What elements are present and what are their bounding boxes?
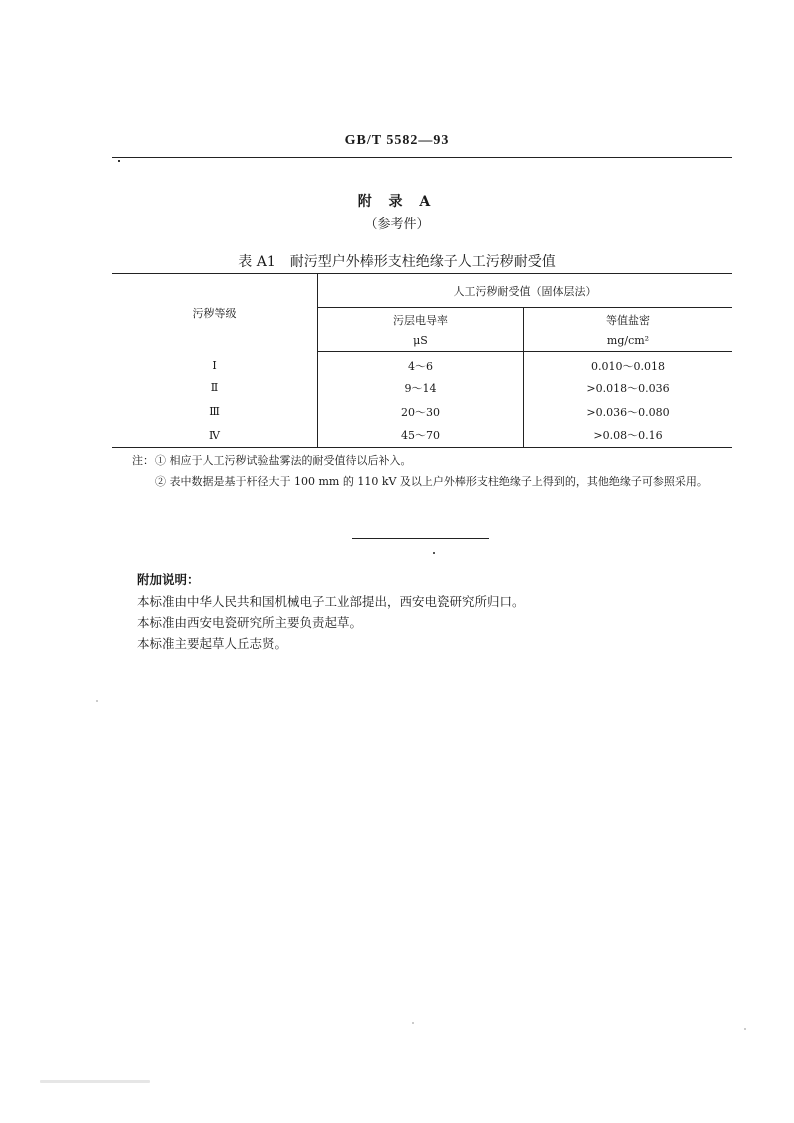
cell-salt: 0.010～0.018: [524, 352, 733, 376]
header-rule: [112, 157, 732, 158]
addendum-line-2: 本标准由西安电瓷研究所主要负责起草。: [137, 615, 363, 630]
cell-conductivity: 45～70: [318, 424, 524, 448]
cell-salt: >0.018～0.036: [524, 376, 733, 400]
header-dot: [118, 160, 120, 162]
table-row: [112, 352, 732, 376]
header-conductivity-label: 污层电导率: [393, 314, 448, 327]
document-code: GB/T 5582—93: [344, 133, 450, 148]
table-caption: 表 A1 耐污型户外棒形支柱绝缘子人工污秽耐受值: [238, 254, 556, 270]
header-grade: 污秽等级: [112, 274, 318, 352]
addendum-line-3: 本标准主要起草人丘志贤。: [137, 636, 288, 651]
header-salt-label: 等值盐密: [606, 314, 650, 327]
header-conductivity: [318, 308, 524, 352]
table-row: [112, 400, 732, 424]
note-prefix: 注：: [132, 454, 154, 467]
addendum-title: 附加说明：: [137, 572, 200, 587]
note-2: ② 表中数据是基于杆径大于 100 mm 的 110 kV 及以上户外棒形支柱绝缘子上得到的，其他绝缘子可参照采用。: [155, 475, 708, 488]
pollution-table: [112, 273, 732, 448]
cell-salt: >0.08～0.16: [524, 424, 733, 448]
table-row: [112, 376, 732, 400]
end-dot: [433, 552, 435, 554]
section-end-rule: [352, 538, 489, 539]
cell-grade: I: [212, 359, 217, 372]
scan-speck: [96, 700, 98, 702]
scan-speck: [412, 1022, 414, 1024]
header-conductivity-unit: μS: [413, 334, 428, 347]
scan-smudge: [40, 1080, 150, 1083]
cell-salt: >0.036～0.080: [524, 400, 733, 424]
appendix-title: 附 录 A: [357, 194, 437, 210]
note-1: ① 相应于人工污秽试验盐雾法的耐受值待以后补入。: [155, 454, 412, 467]
appendix-subtitle: （参考件）: [364, 217, 430, 232]
cell-grade: Ⅲ: [209, 405, 220, 418]
header-salt: [524, 308, 733, 352]
header-salt-unit: mg/cm²: [606, 334, 650, 347]
cell-grade: Ⅱ: [210, 381, 219, 394]
cell-conductivity: 20～30: [318, 400, 524, 424]
table-row: [112, 424, 732, 448]
scan-speck: [744, 1028, 746, 1030]
header-group: 人工污秽耐受值（固体层法）: [318, 274, 733, 308]
cell-grade: Ⅳ: [112, 424, 318, 448]
addendum-line-1: 本标准由中华人民共和国机械电子工业部提出，西安电瓷研究所归口。: [137, 594, 525, 609]
cell-conductivity: 4～6: [318, 352, 524, 376]
cell-conductivity: 9～14: [318, 376, 524, 400]
